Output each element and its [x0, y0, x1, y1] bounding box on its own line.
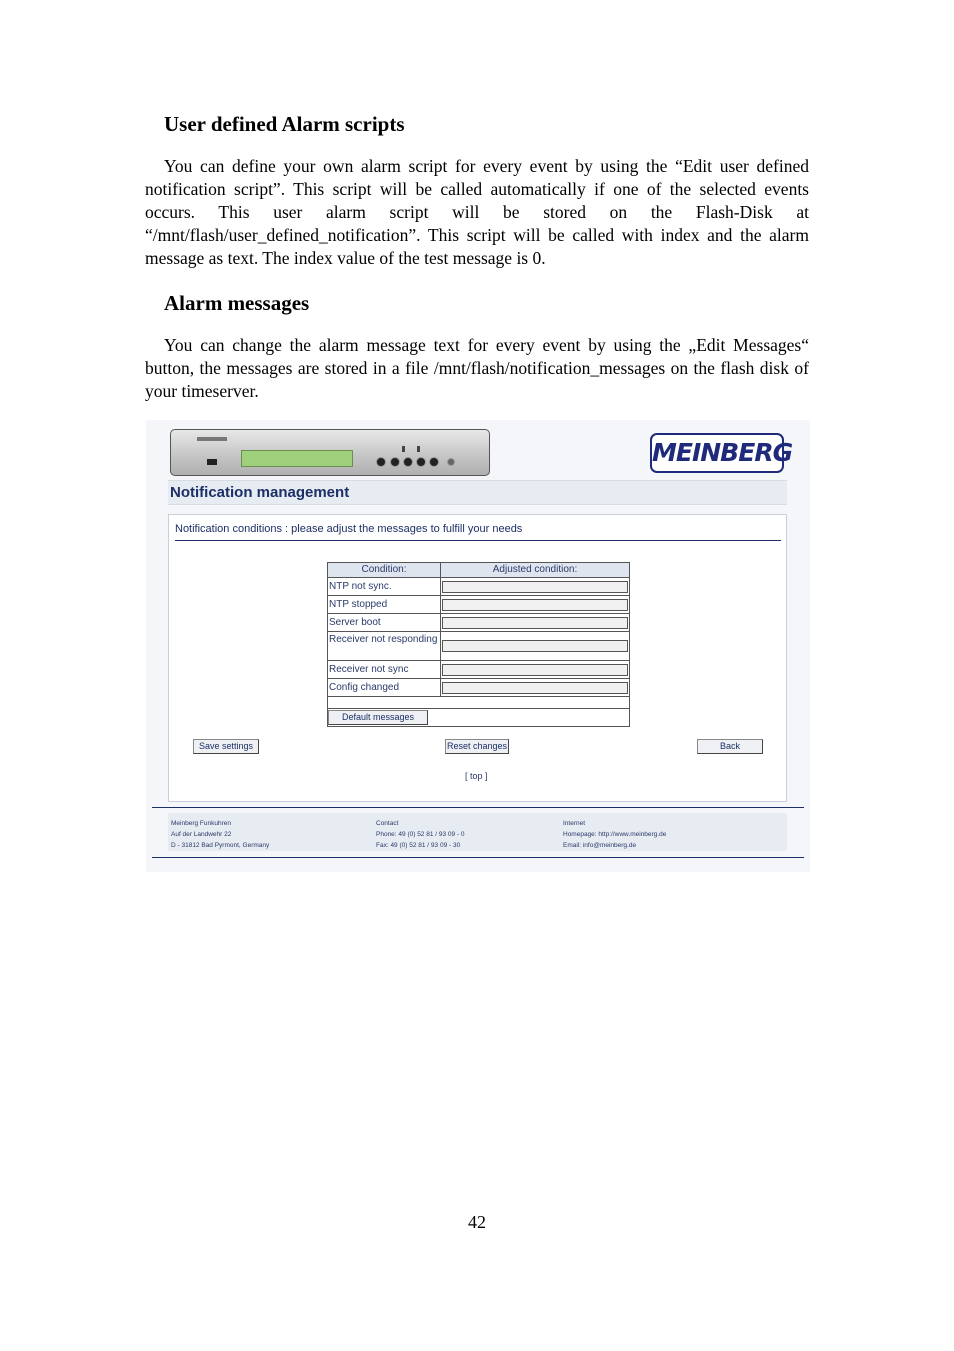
heading-alarm-scripts: User defined Alarm scripts [164, 112, 405, 136]
footer-line: D - 31812 Bad Pyrmont, Germany [171, 842, 270, 849]
divider [175, 540, 781, 541]
page-title: Notification management [170, 484, 350, 501]
header-adjusted: Adjusted condition: [492, 564, 578, 575]
footer-line: Auf der Landwehr 22 [171, 831, 232, 838]
save-settings-button[interactable]: Save settings [193, 739, 259, 754]
page-number: 42 [468, 1212, 486, 1232]
top-link[interactable]: [ top ] [465, 771, 488, 781]
adjusted-input-ntp-stopped[interactable] [442, 599, 628, 611]
footer-line: Phone: 49 (0) 52 81 / 93 09 - 0 [376, 831, 465, 838]
table-row [328, 632, 629, 661]
footer-homepage-link[interactable]: Homepage: http://www.meinberg.de [563, 831, 667, 838]
table-row [328, 661, 629, 679]
reset-changes-button[interactable]: Reset changes [445, 739, 509, 754]
table-row [328, 614, 629, 632]
footer-email-link[interactable]: Email: info@meinberg.de [563, 842, 637, 849]
table-row [328, 596, 629, 614]
table-header [328, 563, 629, 578]
meinberg-logo: MEINBERG [650, 433, 784, 473]
header-condition: Condition: [328, 563, 441, 577]
device-lcd [241, 450, 353, 467]
footer-internet [563, 818, 666, 851]
footer-divider [152, 807, 804, 808]
paragraph-alarm-messages: You can change the alarm message text for every event by using the „Edit Messages“ button, the messages are stored in a file /mnt/flash/notification_messages on the flash disk of your timeserver. [145, 335, 809, 401]
adjusted-input-config-changed[interactable] [442, 682, 628, 694]
adjusted-input-receiver-not-sync[interactable] [442, 664, 628, 676]
table-button-row [328, 709, 629, 726]
conditions-table [327, 562, 630, 727]
default-messages-button[interactable]: Default messages [328, 710, 428, 725]
condition-label: Server boot [328, 614, 441, 631]
condition-label: Receiver not sync [328, 661, 441, 678]
conditions-heading: Notification conditions : please adjust the messages to fulfill your needs [175, 523, 523, 535]
footer [168, 813, 787, 851]
condition-label: NTP not sync. [328, 578, 441, 595]
footer-contact [376, 818, 465, 851]
table-spacer [328, 697, 629, 709]
footer-line: Contact [376, 820, 399, 827]
condition-label: Config changed [328, 679, 441, 696]
notification-screenshot [146, 420, 810, 872]
footer-line: Fax: 49 (0) 52 81 / 93 09 - 30 [376, 842, 461, 849]
footer-line: Meinberg Funkuhren [171, 820, 231, 827]
footer-company [171, 818, 269, 851]
adjusted-input-server-boot[interactable] [442, 617, 628, 629]
footer-divider [152, 857, 804, 858]
paragraph-alarm-scripts: You can define your own alarm script for every event by using the “Edit user defined notification script”. This script will be called automatically if one of the selected events occurs. This user alarm script will be stored on the Flash-Disk at “/mnt/flash/user_defined_notification”. This script will be called with index and the alarm message as text. The index value of the test message is 0. [145, 156, 809, 268]
adjusted-input-ntp-not-sync[interactable] [442, 581, 628, 593]
back-button[interactable]: Back [697, 739, 763, 754]
device-image [170, 429, 490, 476]
title-bar [168, 480, 787, 505]
condition-label: Receiver not responding [328, 632, 441, 660]
adjusted-input-receiver-not-responding[interactable] [442, 640, 628, 652]
heading-alarm-messages: Alarm messages [164, 291, 310, 315]
table-row [328, 679, 629, 697]
table-row [328, 578, 629, 596]
condition-label: NTP stopped [328, 596, 441, 613]
conditions-panel [168, 514, 787, 802]
footer-line: Internet [563, 820, 586, 827]
